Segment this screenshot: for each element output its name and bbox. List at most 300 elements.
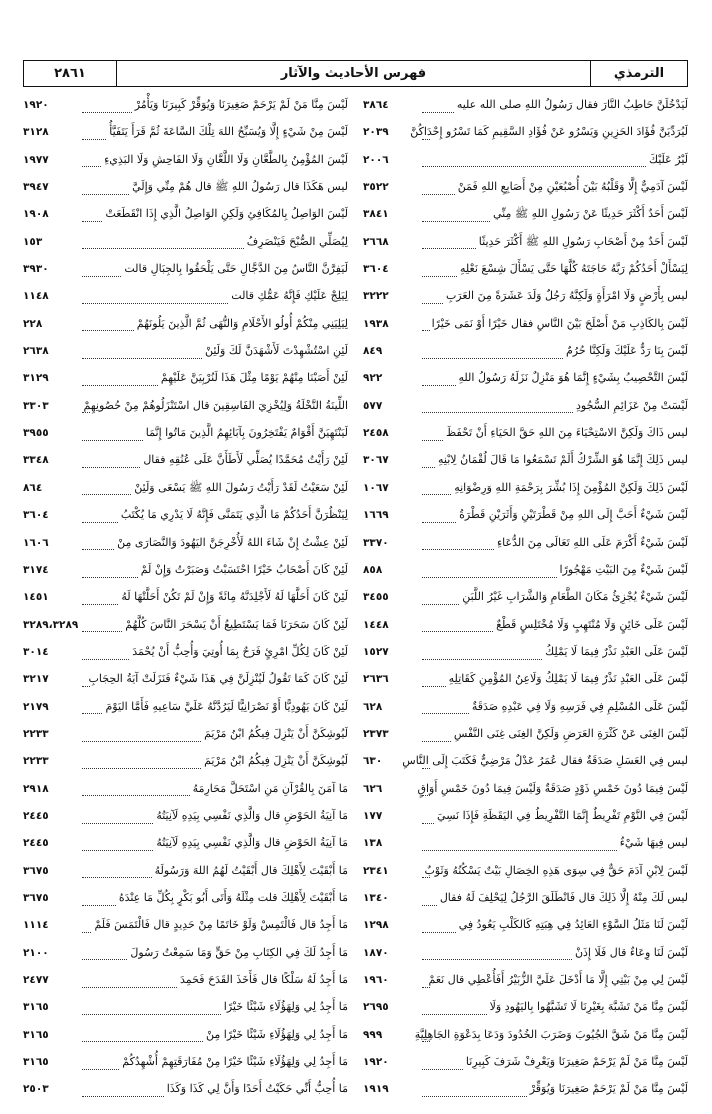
- index-entry: [23, 502, 348, 529]
- dot-leader: [422, 193, 455, 195]
- hadith-incipit: لَيْسَ ذَلِكَ وَلَكِنَّ المُؤْمِنَ إِذَا بُشِّرَ بِرَحْمَةِ اللهِ وَرِضْوَانِهِ: [454, 480, 688, 494]
- hadith-number: ١٧٧: [363, 809, 383, 822]
- hadith-number: ٣٠٦٧: [363, 454, 389, 467]
- hadith-number: ٣٨٤١: [363, 208, 389, 221]
- hadith-number: ٥٧٧: [363, 399, 383, 412]
- hadith-number: ١١٤٨: [23, 290, 49, 303]
- dot-leader: [422, 521, 456, 523]
- dot-leader: [82, 329, 134, 331]
- hadith-incipit: لَيْسَ مِنَّا مَنْ لَمْ يَرْحَمْ صَغِيرَنَا وَيُوَقِّرْ: [529, 1082, 688, 1096]
- dot-leader: [82, 247, 244, 249]
- index-entry: [363, 858, 688, 885]
- index-entry: [363, 666, 688, 693]
- hadith-number: ١٩٠٨: [23, 208, 49, 221]
- dot-leader: [82, 1095, 164, 1097]
- hadith-number: ٦٢٦: [363, 782, 383, 795]
- hadith-incipit: مَا أَجِدُ لَكَ فِي الكِتَابِ مِنْ حَقٍّ وَمَا سَمِعْتُ رَسُولَ: [130, 945, 348, 959]
- hadith-incipit: لِيَنْظُرَنَّ أَحَدُكُمْ مَا الَّذِي يَتَمَنَّى فَإِنَّهُ لَا يَدْرِي مَا يُكْتَبُ: [120, 508, 348, 522]
- hadith-number: ٣١٦٥: [23, 1028, 49, 1041]
- dot-leader: [82, 958, 127, 960]
- dot-leader: [82, 876, 152, 878]
- hadith-incipit: لَيْسَ عَلَى المُسْلِمِ فِي فَرَسِهِ وَلَا فِي عَبْدِهِ صَدَقَةٌ: [471, 699, 688, 713]
- hadith-number: ٩٢٢: [363, 372, 383, 385]
- hadith-incipit: لَيْسَ أَحَدٌ مِنْ أَصْحَابِ رَسُولِ اللهِ ﷺ أَكْثَرَ حَدِيثًا: [478, 234, 688, 248]
- hadith-incipit: مَا أَبْقَيْتَ لِأَهْلِكَ قال أَبْقَيْتُ لَهُمُ اللهَ وَرَسُولَهُ: [154, 863, 348, 877]
- hadith-number: ٢٥٠٣: [23, 1083, 49, 1096]
- hadith-incipit: لِيَسْأَلْ أَحَدُكُمْ رَبَّهُ حَاجَتَهُ كُلَّهَا حَتَّى يَسْأَلَ شِسْعَ نَعْلِهِ: [459, 262, 688, 276]
- index-entry: [23, 256, 348, 283]
- index-entry: [363, 92, 688, 119]
- index-entry: [363, 1076, 688, 1103]
- hadith-number: ٣٢١٧: [23, 673, 49, 686]
- hadith-incipit: لَيْسَ التَّحْصِيبُ بِشَيْءٍ إِنَّمَا هُوَ مَنْزِلٌ نَزَلَهُ رَسُولُ اللهِ: [458, 371, 688, 385]
- dot-leader: [422, 275, 457, 277]
- hadith-incipit: ليس بِأَرْضٍ وَلَا امْرَأَةٍ وَلَكِنَّهُ رَجُلٌ وَلَدَ عَشَرَةً مِنَ العَرَبِ: [445, 289, 688, 303]
- dot-leader: [422, 548, 494, 550]
- hadith-number: ٢١٠٠: [23, 946, 49, 959]
- hadith-incipit: لَيْسَ لَنَا وِعَاءٌ قال فَلَا إِذَنْ: [574, 945, 688, 959]
- dot-leader: [82, 411, 90, 413]
- index-entry: [23, 994, 348, 1021]
- hadith-number: ٣١٦٥: [23, 1001, 49, 1014]
- hadith-number: ٢٤٤٥: [23, 809, 49, 822]
- hadith-incipit: لَيْسَ مِنَّا مَنْ لَمْ يَرْحَمْ صَغِيرَنَا وَيُوَقِّرْ كَبِيرَنَا وَيَأْمُرْ: [134, 98, 348, 111]
- dot-leader: [422, 822, 434, 824]
- index-entry: [23, 420, 348, 447]
- hadith-incipit: لَيْسَ مِنَّا مَنْ شَقَّ الجُيُوبَ وَضَرَبَ الخُدُودَ وَدَعَا بِدَعْوَةِ الجَاهِلِيَّةِ: [414, 1027, 688, 1041]
- hadith-number: ١٤٤٨: [363, 618, 389, 631]
- hadith-incipit: لَيُوشِكَنَّ أَنْ يَنْزِلَ فِيكُمُ ابْنُ مَرْيَمَ: [204, 754, 348, 768]
- hadith-incipit: لَيْسَ الوَاصِلُ بِالمُكَافِئِ وَلَكِنِ الوَاصِلُ الَّذِي إِذَا انْقَطَعَتْ: [105, 207, 348, 221]
- hadith-incipit: لَئِنِ اسْتُشْهِدْتَ لَأَشْهَدَنَّ لَكَ وَلَئِنْ: [204, 344, 348, 358]
- index-entry: [363, 201, 688, 228]
- dot-leader: [82, 931, 91, 933]
- index-entry: [23, 940, 348, 967]
- hadith-incipit: لَئِنْ كَانَ أَحَلَّهَا لَهُ لَأَجْلِدَنَّهُ مِائَةً وَإِنْ لَمْ تَكُنْ أَحَلَّتْهَا لَهُ: [121, 590, 348, 604]
- hadith-incipit: لَيْسَ أَحَدٌ أَكْثَرَ حَدِيثًا عَنْ رَسُولِ اللهِ ﷺ مِنِّي: [492, 207, 688, 221]
- index-entry: [363, 994, 688, 1021]
- hadith-number: ٢٢٨: [23, 317, 43, 330]
- index-entry: [23, 365, 348, 392]
- index-entry: [23, 830, 348, 857]
- hadith-number: ١٩٧٧: [23, 153, 49, 166]
- right-column: [363, 92, 688, 1104]
- hadith-number: ١٩١٩: [363, 1083, 389, 1096]
- hadith-incipit: لَئِنْ أَصَبْنَا مِنْهُمْ يَوْمًا مِثْلَ هَذَا لَنُرْبِيَنَّ عَلَيْهِمْ: [160, 371, 348, 385]
- dot-leader: [422, 411, 573, 413]
- dot-leader: [422, 111, 454, 113]
- hadith-number: ٣٩٤٧: [23, 181, 49, 194]
- index-entry: [363, 502, 688, 529]
- dot-leader: [422, 220, 490, 222]
- dot-leader: [82, 794, 190, 796]
- dot-leader: [82, 712, 102, 714]
- hadith-number: ٢٤٥٨: [363, 427, 389, 440]
- hadith-number: ٢٦٣٨: [23, 345, 49, 358]
- hadith-incipit: لَيْسَ بِالكَاذِبِ مَنْ أَصْلَحَ بَيْنَ النَّاسِ فقال خَيْرًا أَوْ نَمَى خَيْرًا: [431, 316, 688, 330]
- dot-leader: [422, 138, 430, 140]
- index-entry: [363, 311, 688, 338]
- dot-leader: [82, 1040, 203, 1042]
- hadith-incipit: ليس فِيهَا شَيْءٌ: [619, 836, 688, 850]
- hadith-incipit: لَيْسَ المُؤْمِنُ بِالطَّعَّانِ وَلَا اللَّعَّانِ وَلَا الفَاحِشِ وَلَا البَذِيءِ: [104, 152, 348, 166]
- dot-leader: [422, 658, 542, 660]
- hadith-incipit: لَيْسَ لِي مِنْ بَيْتِي إِلَّا مَا أَدْخَلَ عَلَيَّ الزُّبَيْرُ أَفَأُعْطِي قال نَعَمْ: [428, 973, 688, 986]
- index-entry: [23, 666, 348, 693]
- hadith-number: ٨٤٩: [363, 345, 383, 358]
- index-entry: [363, 584, 688, 611]
- dot-leader: [422, 712, 469, 714]
- dot-leader: [422, 849, 617, 851]
- hadith-incipit: لِيَلِيَنِي مِنْكُمْ أُولُو الأَحْلَامِ وَالنُّهَى ثُمَّ الَّذِينَ يَلُونَهُمْ: [136, 316, 348, 330]
- hadith-incipit: لِيُصَلِّي الصُّبْحَ فَيَنْصَرِفُ: [246, 234, 348, 248]
- hadith-incipit: مَا أُحِبُّ أَنِّي حَكَيْتُ أَحَدًا وَأَنَّ لِي كَذَا وَكَذَا: [166, 1082, 348, 1096]
- index-entry: [23, 283, 348, 310]
- hadith-number: ٢٦٦٨: [363, 235, 389, 248]
- hadith-incipit: ليس هَكَذَا قال رَسُولُ اللهِ ﷺ قال هُمْ مِنِّي وَإِلَيَّ: [132, 180, 348, 194]
- hadith-incipit: مَا أَجِدُ لِي وَلِهَؤُلَاءِ شَيْئًا خَيْرًا: [223, 1000, 348, 1014]
- dot-leader: [422, 576, 557, 578]
- hadith-number: ٢٦٣٦: [363, 673, 389, 686]
- index-entry: [363, 147, 688, 174]
- hadith-number: ٢٢٣٣: [23, 727, 49, 740]
- dot-leader: [422, 1068, 463, 1070]
- hadith-number: ٢٢٣٣: [23, 755, 49, 768]
- index-entry: [363, 776, 688, 803]
- dot-leader: [82, 576, 138, 578]
- hadith-incipit: لَيْرُ عَلَيْكَ: [648, 152, 688, 166]
- dot-leader: [422, 493, 451, 495]
- index-entry: [23, 119, 348, 146]
- index-entry: [23, 92, 348, 119]
- index-entry: [363, 912, 688, 939]
- hadith-number: ٢٠٠٦: [363, 153, 389, 166]
- dot-leader: [422, 247, 476, 249]
- dot-leader: [82, 357, 202, 359]
- index-entry: [363, 967, 688, 994]
- hadith-number: ١٩٢٠: [363, 1056, 389, 1069]
- hadith-number: ١٨٧٠: [363, 946, 389, 959]
- hadith-number: ٢٤٧٧: [23, 974, 49, 986]
- hadith-number: ٣٩٥٥: [23, 427, 49, 440]
- index-entry: [23, 694, 348, 721]
- hadith-number: ٢٩١٨: [23, 782, 49, 795]
- dot-leader: [422, 357, 563, 359]
- index-entry: [363, 393, 688, 420]
- dot-leader: [82, 603, 118, 605]
- dot-leader: [422, 685, 446, 687]
- dot-leader: [422, 1040, 430, 1042]
- book-name: الترمذي: [590, 61, 687, 86]
- hadith-incipit: لَئِنْ كَانَ يَهُودِيًّا أَوْ نَصْرَانِيًّا لَيَرُدَّنَّهُ عَلَيَّ سَاعِيهِ فَأَمَّا اليَوْمَ: [105, 699, 348, 713]
- index-entry: [363, 803, 688, 830]
- index-entry: [363, 119, 688, 146]
- dot-leader: [422, 931, 456, 933]
- dot-leader: [82, 165, 101, 167]
- hadith-number: ١٩٦٠: [363, 974, 389, 986]
- hadith-number: ٣١٧٤: [23, 563, 49, 576]
- index-entry: [363, 830, 688, 857]
- dot-leader: [82, 302, 228, 304]
- index-columns: [23, 92, 688, 1104]
- hadith-number: ١٥٣: [23, 235, 43, 248]
- index-entry: [23, 584, 348, 611]
- index-entry: [23, 475, 348, 502]
- left-column: [23, 92, 348, 1104]
- hadith-number: ١٥٢٧: [363, 645, 389, 658]
- hadith-incipit: لَيْسَ آدَمِيٌّ إِلَّا وَقَلْبُهُ بَيْنَ أُصْبُعَيْنِ مِنْ أَصَابِعِ اللهِ فَمَنْ: [457, 180, 688, 194]
- dot-leader: [422, 165, 646, 167]
- hadith-incipit: مَا أَجِدُ لِي وَلِهَؤُلَاءِ شَيْئًا خَيْرًا مِنْ: [206, 1027, 348, 1041]
- dot-leader: [422, 439, 443, 441]
- hadith-incipit: مَا أَبْقَيْتَ لِأَهْلِكَ قلت مِثْلَهُ وَأَتَى أَبُو بَكْرٍ بِكُلِّ مَا عِنْدَهُ: [118, 890, 348, 904]
- dot-leader: [82, 439, 143, 441]
- hadith-number: ٩٩٩: [363, 1028, 383, 1041]
- index-entry: [23, 147, 348, 174]
- index-entry: [363, 639, 688, 666]
- index-entry: [363, 694, 688, 721]
- index-entry: [363, 940, 688, 967]
- hadith-incipit: لَئِنْ كَانَ سَحَرَنَا فَمَا يَسْتَطِيعُ أَنْ يَسْحَرَ النَّاسَ كُلَّهُمْ: [125, 617, 348, 631]
- hadith-incipit: لَيَدْخُلَنَّ حَاطِبُ النَّارَ فقال رَسُولُ اللهِ صلى الله عليه: [456, 98, 688, 111]
- hadith-incipit: لَيْسَ شَيْءٌ أَكْرَمَ عَلَى اللهِ تَعَالَى مِنَ الدُّعَاءِ: [497, 535, 688, 549]
- dot-leader: [82, 630, 122, 632]
- dot-leader: [422, 302, 443, 304]
- index-entry: [363, 530, 688, 557]
- hadith-incipit: لَيْسَ مِنْ شَيْءٍ إِلَّا وَيُسَبِّحُ اللهَ تِلْكَ السَّاعَةَ ثُمَّ قَرَأَ يَتَفَيَّأُ: [109, 125, 348, 139]
- dot-leader: [82, 275, 121, 277]
- hadith-number: ٣٦٧٥: [23, 864, 49, 877]
- dot-leader: [422, 876, 430, 878]
- hadith-incipit: لَيْسَ لِابْنِ آدَمَ حَقٌّ فِي سِوَى هَذِهِ الخِصَالِ بَيْتٌ يَسْكُنُهُ وَثَوْبٌ: [424, 863, 688, 877]
- index-entry: [363, 256, 688, 283]
- dot-leader: [82, 1013, 221, 1015]
- index-entry: [363, 365, 688, 392]
- hadith-incipit: لَئِنْ كَانَ لِكُلِّ امْرِئٍ فَرَحٌ بِمَا أُوتِيَ وَأُحِبُّ أَنْ يُحْمَدَ: [132, 644, 348, 658]
- hadith-number: ٦٢٨: [363, 700, 383, 713]
- hadith-incipit: مَا آنِيَةُ الحَوْضِ قال وَالَّذِي نَفْسِي بِيَدِهِ لَآنِيَتُهُ: [156, 836, 348, 850]
- hadith-incipit: لَئِنْ كَانَ كَمَا تَقُولُ لَيُنْزِلَنَّ فِي هَذَا شَيْءٌ فَنَزَلَتْ آيَةُ الحِجَابِ: [88, 672, 348, 686]
- hadith-incipit: مَا أَجِدُ قال فَالْتَمِسْ وَلَوْ خَاتَمًا مِنْ حَدِيدٍ قال فَالْتَمَسَ فَلَمْ: [94, 918, 348, 932]
- index-entry: [23, 776, 348, 803]
- index-entry: [363, 557, 688, 584]
- index-entry: [23, 1076, 348, 1103]
- index-entry: [23, 885, 348, 912]
- index-entry: [23, 530, 348, 557]
- index-entry: [363, 174, 688, 201]
- hadith-incipit: مَا آمَنَ بِالقُرْآنِ مَنِ اسْتَحَلَّ مَحَارِمَهُ: [192, 781, 348, 795]
- hadith-number: ٦٣٠: [363, 755, 383, 768]
- hadith-number: ١٩٢٠: [23, 99, 49, 111]
- hadith-number: ١٩٣٨: [363, 317, 389, 330]
- hadith-incipit: اللِّينَةُ النَّخْلَةُ وَلِيُخْزِيَ الفَاسِقِينَ قال اسْتَنْزَلُوهُمْ مِنْ حُصُونِهِمْ: [83, 398, 348, 412]
- hadith-number: ٣٠١٤: [23, 645, 49, 658]
- hadith-number: ٣٦٠٤: [23, 509, 49, 522]
- dot-leader: [82, 849, 153, 851]
- dot-leader: [82, 193, 129, 195]
- dot-leader: [82, 822, 153, 824]
- hadith-number: ٣٦٧٥: [23, 891, 49, 904]
- hadith-number: ١٦٦٩: [363, 509, 389, 522]
- hadith-number: ٣٦٠٤: [363, 263, 389, 276]
- index-entry: [23, 229, 348, 256]
- hadith-number: ٣٣٧٠: [363, 536, 389, 549]
- dot-leader: [422, 630, 493, 632]
- hadith-incipit: لَيْسَ مِنَّا مَنْ تَشَبَّهَ بِغَيْرِنَا لَا تَشَبَّهُوا بِاليَهُودِ وَلَا: [489, 1000, 688, 1014]
- dot-leader: [82, 521, 118, 523]
- dot-leader: [82, 138, 106, 140]
- index-entry: [23, 393, 348, 420]
- hadith-incipit: مَا أَجِدُ لِي وَلِهَؤُلَاءِ شَيْئًا خَيْرًا مِنْ مُفَارَقَتِهِمْ أُشْهِدُكُمْ: [122, 1055, 348, 1069]
- dot-leader: [422, 904, 437, 906]
- index-entry: [363, 283, 688, 310]
- hadith-number: ١١١٤: [23, 919, 49, 932]
- hadith-number: ٣٢٢٢: [363, 290, 389, 303]
- index-entry: [23, 557, 348, 584]
- dot-leader: [82, 220, 102, 222]
- hadith-number: ١٣٨: [363, 837, 383, 850]
- dot-leader: [82, 1068, 119, 1070]
- hadith-incipit: لَئِنْ رَأَيْتُ مُحَمَّدًا يُصَلِّي لَأَطَأَنَّ عَلَى عُنُقِهِ فقال: [143, 453, 348, 467]
- hadith-incipit: ليس ذَلِكَ إِنَّمَا هُوَ الشِّرْكُ أَلَمْ تَسْمَعُوا مَا قَالَ لُقْمَانُ لِابْنِهِ: [438, 453, 688, 467]
- hadith-incipit: لَيْسَ لَنَا مَثَلُ السَّوْءِ العَائِدُ فِي هِبَتِهِ كَالكَلْبِ يَعُودُ فِي: [458, 918, 688, 932]
- dot-leader: [422, 740, 451, 742]
- page-header: [23, 60, 688, 87]
- hadith-incipit: لَيَفِرَّنَّ النَّاسُ مِنَ الدَّجَّالِ حَتَّى يَلْحَقُوا بِالجِبَالِ قالت: [124, 262, 348, 276]
- dot-leader: [422, 958, 572, 960]
- hadith-number: ١٠٦٧: [363, 481, 389, 494]
- index-entry: [23, 338, 348, 365]
- hadith-number: ٢٦٩٥: [363, 1001, 389, 1014]
- hadith-incipit: لَئِنْ سَعَيْتُ لَقَدْ رَأَيْتُ رَسُولَ اللهِ ﷺ يَسْعَى وَلَئِنْ: [134, 480, 348, 494]
- hadith-incipit: مَا آنِيَةُ الحَوْضِ قال وَالَّذِي نَفْسِي بِيَدِهِ لَآنِيَتُهُ: [156, 808, 348, 822]
- dot-leader: [422, 1013, 487, 1015]
- hadith-incipit: ليس فِي العَسَلِ صَدَقَةٌ فقال عُمَرُ عَدْلٌ مَرْضِيٌّ فَكَتَبَ إِلَى النَّاسِ: [402, 754, 688, 768]
- dot-leader: [422, 794, 430, 796]
- index-entry: [23, 967, 348, 994]
- hadith-incipit: لِيَلِجْ عَلَيْكِ فَإِنَّهُ عَمُّكِ قالت: [231, 289, 348, 303]
- index-entry: [363, 1022, 688, 1049]
- dot-leader: [422, 384, 456, 386]
- dot-leader: [82, 658, 129, 660]
- hadith-number: ٣٨٦٤: [363, 99, 389, 111]
- index-entry: [23, 639, 348, 666]
- index-entry: [363, 748, 688, 775]
- index-entry: [23, 447, 348, 474]
- index-entry: [363, 229, 688, 256]
- hadith-incipit: لَيْسَ الغِنَى عَنْ كَثْرَةِ العَرَضِ وَلَكِنَّ الغِنَى غِنَى النَّفْسِ: [453, 726, 688, 740]
- hadith-number: ٣٩٣٠: [23, 263, 49, 276]
- dot-leader: [422, 603, 459, 605]
- dot-leader: [82, 986, 177, 988]
- index-entry: [363, 338, 688, 365]
- hadith-number: ٢١٧٩: [23, 700, 49, 713]
- dot-leader: [422, 767, 430, 769]
- hadith-incipit: ليس ذَاكَ وَلَكِنَّ الاسْتِحْيَاءَ مِنَ اللهِ حَقَّ الحَيَاءِ أَنْ تَحْفَظَ: [446, 426, 688, 440]
- index-entry: [363, 885, 688, 912]
- index-entry: [23, 612, 348, 639]
- index-entry: [23, 1049, 348, 1076]
- hadith-incipit: لَيْسَ بِنَا رَدٌّ عَلَيْكَ وَلَكِنَّا حُرُمٌ: [565, 344, 688, 358]
- dot-leader: [422, 466, 435, 468]
- dot-leader: [422, 329, 430, 331]
- hadith-number: ٣٣٠٣: [23, 399, 49, 412]
- dot-leader: [82, 384, 158, 386]
- hadith-number: ٢٤٤٥: [23, 837, 49, 850]
- dot-leader: [82, 904, 116, 906]
- dot-leader: [82, 493, 131, 495]
- dot-leader: [82, 685, 90, 687]
- index-entry: [23, 803, 348, 830]
- dot-leader: [82, 548, 114, 550]
- hadith-incipit: لَيْسَ مِنَّا مَنْ لَمْ يَرْحَمْ صَغِيرَنَا وَيَعْرِفْ شَرَفَ كَبِيرِنَا: [465, 1055, 688, 1069]
- hadith-number: ٢٠٣٩: [363, 126, 389, 139]
- index-entry: [23, 912, 348, 939]
- index-entry: [363, 420, 688, 447]
- hadith-incipit: لَيُرَدِّيَنَّ فُؤَادَ الحَزِينِ وَيَسْرُو عَنْ فُؤَادِ السَّقِيمِ كَمَا تَسْرُو إِحْدَاكُنَّ: [410, 125, 688, 139]
- page-number: ٢٨٦١: [24, 61, 117, 86]
- index-entry: [23, 201, 348, 228]
- hadith-incipit: لَيْسَ شَيْءٌ مِنَ البَيْتِ مَهْجُورًا: [559, 562, 688, 576]
- hadith-incipit: لَيْسَ شَيْءٌ يُجْزِئُ مَكَانَ الطَّعَامِ وَالشَّرَابِ غَيْرُ اللَّبَنِ: [462, 590, 688, 604]
- hadith-incipit: مَا أَجِدُ لَهُ سَلْكًا قال فَأَخَذَ القَدَحَ فَحَمِدَ: [179, 973, 348, 986]
- hadith-number: ١٢٩٨: [363, 919, 389, 932]
- hadith-number: ٣٢٨٩،٣٢٨٩: [23, 618, 79, 631]
- index-entry: [23, 174, 348, 201]
- hadith-number: ١٦٠٦: [23, 536, 49, 549]
- dot-leader: [82, 111, 132, 113]
- hadith-incipit: لَيْسَتْ مِنْ عَزَائِمِ السُّجُودِ: [575, 398, 688, 412]
- dot-leader: [82, 740, 201, 742]
- index-entry: [23, 311, 348, 338]
- hadith-incipit: لَئِنْ كَانَ أَصْحَابُ خَيْرًا احْتَسَبْتُ وَصَبَرْتُ وَإِنْ لَمْ: [140, 562, 348, 576]
- hadith-incipit: لَيْسَ شَيْءٌ أَحَبَّ إِلَى اللهِ مِنْ قَطْرَتَيْنِ وَأَثَرَيْنِ قَطْرَةُ: [459, 508, 688, 522]
- hadith-number: ٣٥٢٢: [363, 181, 389, 194]
- index-entry: [363, 1049, 688, 1076]
- dot-leader: [82, 466, 140, 468]
- dot-leader: [422, 1095, 527, 1097]
- hadith-number: ٣١٦٥: [23, 1056, 49, 1069]
- hadith-number: ٨٥٨: [363, 563, 383, 576]
- hadith-incipit: لَيْسَ عَلَى خَائِنٍ وَلَا مُنْتَهِبٍ وَلَا مُخْتَلِسٍ قَطْعٌ: [496, 617, 688, 631]
- page-title: فهرس الأحاديث والآثار: [280, 66, 427, 81]
- hadith-number: ١٤٥١: [23, 591, 49, 604]
- index-entry: [23, 1022, 348, 1049]
- hadith-incipit: لَيْسَ فِي النَّوْمِ تَفْرِيطٌ إِنَّمَا التَّفْرِيطُ فِي اليَقَظَةِ فَإِذَا نَسِيَ: [437, 808, 688, 822]
- hadith-incipit: لَئِنْ عِشْتُ إِنْ شَاءَ اللهُ لَأُخْرِجَنَّ اليَهُودَ وَالنَّصَارَى مِنْ: [117, 535, 348, 549]
- index-entry: [363, 447, 688, 474]
- index-entry: [363, 612, 688, 639]
- hadith-number: ١٣٤٠: [363, 891, 389, 904]
- hadith-number: ٣٤٥٥: [363, 591, 389, 604]
- hadith-incipit: لَيْسَ فِيمَا دُونَ خَمْسِ ذَوْدٍ صَدَقَةٌ وَلَيْسَ فِيمَا دُونَ خَمْسِ أَوَاقٍ: [417, 781, 688, 795]
- index-entry: [363, 721, 688, 748]
- dot-leader: [82, 767, 201, 769]
- hadith-number: ٣١٢٨: [23, 126, 49, 139]
- hadith-number: ٣٣٤٨: [23, 454, 49, 467]
- hadith-number: ٢٣٧٣: [363, 727, 389, 740]
- index-entry: [363, 475, 688, 502]
- hadith-number: ٣١٢٩: [23, 372, 49, 385]
- index-entry: [23, 748, 348, 775]
- hadith-incipit: لَيُوشِكَنَّ أَنْ يَنْزِلَ فِيكُمُ ابْنُ مَرْيَمَ: [204, 726, 348, 740]
- dot-leader: [422, 986, 430, 988]
- hadith-number: ٢٣٤١: [363, 864, 389, 877]
- hadith-incipit: لَيْسَ عَلَى العَبْدِ نَذْرٌ فِيمَا لَا يَمْلِكُ وَلَاعِنُ المُؤْمِنِ كَقَاتِلِهِ: [448, 672, 688, 686]
- hadith-number: ٨٦٤: [23, 481, 43, 494]
- index-entry: [23, 721, 348, 748]
- hadith-incipit: ليس لَكَ مِنْهُ إِلَّا ذَلِكَ قال فَانْطَلَقَ الرَّجُلُ لِيَحْلِفَ لَهُ فقال: [439, 890, 688, 904]
